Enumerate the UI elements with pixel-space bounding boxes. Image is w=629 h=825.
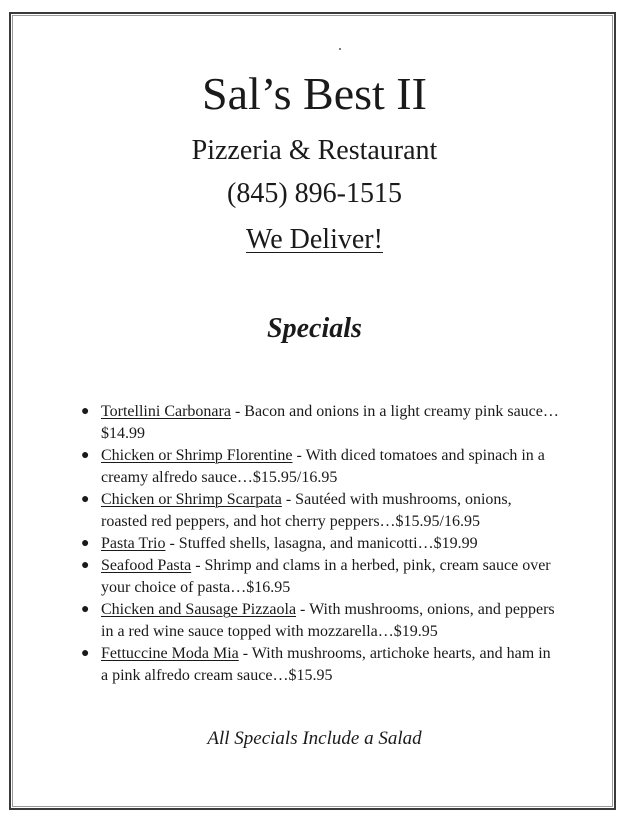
restaurant-name: Sal’s Best II	[202, 68, 427, 119]
special-item	[78, 533, 560, 555]
bullet-icon: ●	[81, 536, 90, 551]
special-item-description: - Bacon and onions in a light creamy pink sauce… $14.99	[101, 403, 559, 442]
special-item-description: - Shrimp and clams in a herbed, pink, cream sauce over your choice of pasta…$16.95	[101, 557, 551, 596]
special-item	[78, 401, 560, 445]
bullet-icon: ●	[81, 646, 90, 661]
special-item-description: - Stuffed shells, lasagna, and manicotti…$19.99	[165, 535, 478, 552]
phone-number: (845) 896-1515	[227, 178, 402, 209]
special-item	[78, 445, 560, 489]
bullet-icon: ●	[81, 558, 90, 573]
scan-speck	[339, 48, 341, 50]
delivery-text: We Deliver!	[246, 224, 383, 255]
bullet-icon: ●	[81, 448, 90, 463]
bullet-icon: ●	[81, 404, 90, 419]
special-item-name: Chicken or Shrimp Scarpata	[101, 491, 282, 508]
special-item	[78, 489, 560, 533]
bullet-icon: ●	[81, 492, 90, 507]
restaurant-subtitle: Pizzeria & Restaurant	[191, 135, 438, 166]
special-item-description: - With mushrooms, onions, and peppers in a red wine sauce topped with mozzarella…$19.95	[101, 601, 555, 640]
special-item-name: Pasta Trio	[101, 535, 166, 552]
special-item-description: - With diced tomatoes and spinach in a creamy alfredo sauce…$15.95/16.95	[101, 447, 545, 486]
special-item-name: Chicken and Sausage Pizzaola	[101, 601, 297, 618]
special-item-name: Chicken or Shrimp Florentine	[101, 447, 293, 464]
special-item-description: - Sautéed with mushrooms, onions, roasted red peppers, and hot cherry peppers…$15.95/16.95	[101, 491, 512, 530]
special-item-name: Fettuccine Moda Mia	[101, 645, 239, 662]
bullet-icon: ●	[81, 602, 90, 617]
special-item-description: - With mushrooms, artichoke hearts, and ham in a pink alfredo cream sauce…$15.95	[101, 645, 551, 684]
special-item	[78, 599, 560, 643]
footer-note: All Specials Include a Salad	[207, 728, 422, 749]
special-item	[78, 555, 560, 599]
special-item-name: Seafood Pasta	[101, 557, 192, 574]
specials-heading: Specials	[267, 313, 362, 344]
specials-list	[78, 401, 560, 687]
special-item	[78, 643, 560, 687]
special-item-name: Tortellini Carbonara	[101, 403, 231, 420]
delivery-line	[0, 222, 629, 258]
